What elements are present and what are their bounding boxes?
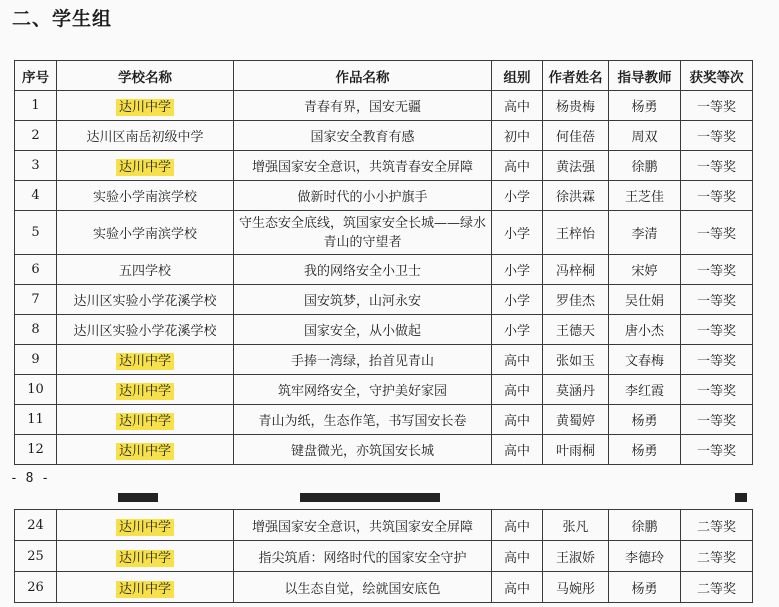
- table-row: [15, 315, 753, 345]
- cell-no: 25: [15, 541, 57, 572]
- cell-work: 国安筑梦，山河永安: [234, 285, 492, 315]
- cell-award: 一等奖: [681, 121, 753, 151]
- cell-school: 实验小学南滨学校: [57, 181, 234, 211]
- cell-work: 青春有界，国安无疆: [234, 91, 492, 121]
- table-header-row: [15, 61, 753, 91]
- cell-author: 何佳蓓: [543, 121, 609, 151]
- highlighted-school: 达川中学: [116, 443, 174, 460]
- cell-teacher: 杨勇: [609, 435, 681, 465]
- cell-no: 6: [15, 255, 57, 285]
- table-row: [15, 181, 753, 211]
- cell-no: 11: [15, 405, 57, 435]
- cell-teacher: 李德玲: [609, 541, 681, 572]
- header-work: 作品名称: [234, 61, 492, 91]
- cell-no: 9: [15, 345, 57, 375]
- cell-award: 一等奖: [681, 211, 753, 255]
- cell-group: 高中: [492, 572, 543, 603]
- cell-group: 小学: [492, 285, 543, 315]
- cell-no: 12: [15, 435, 57, 465]
- table-row: [15, 375, 753, 405]
- cell-teacher: 文春梅: [609, 345, 681, 375]
- header-teacher: 指导教师: [609, 61, 681, 91]
- cell-award: 一等奖: [681, 345, 753, 375]
- cell-no: 7: [15, 285, 57, 315]
- highlighted-school: 达川中学: [116, 413, 174, 430]
- cell-no: 3: [15, 151, 57, 181]
- cell-school: [57, 572, 234, 603]
- table-row: [15, 285, 753, 315]
- cut-off-text-fragment: [300, 493, 440, 502]
- cell-work: 指尖筑盾：网络时代的国家安全守护: [234, 541, 492, 572]
- cell-work: 增强国家安全意识，共筑青春安全屏障: [234, 151, 492, 181]
- cell-teacher: 杨勇: [609, 91, 681, 121]
- cell-school: [57, 91, 234, 121]
- cell-work: 我的网络安全小卫士: [234, 255, 492, 285]
- cell-group: 初中: [492, 121, 543, 151]
- cell-award: 二等奖: [681, 541, 753, 572]
- cell-author: 马婉彤: [543, 572, 609, 603]
- cell-work: 增强国家安全意识，共筑国家安全屏障: [234, 510, 492, 541]
- cell-award: 一等奖: [681, 405, 753, 435]
- highlighted-school: 达川中学: [116, 581, 174, 598]
- cell-author: 黄法强: [543, 151, 609, 181]
- table-row: [15, 435, 753, 465]
- cell-group: 高中: [492, 541, 543, 572]
- cell-award: 二等奖: [681, 572, 753, 603]
- cell-award: 一等奖: [681, 255, 753, 285]
- page-number: - 8 -: [10, 471, 50, 486]
- cell-no: 5: [15, 211, 57, 255]
- cell-work: 以生态自觉，绘就国安底色: [234, 572, 492, 603]
- header-school: 学校名称: [57, 61, 234, 91]
- table-row: [15, 211, 753, 255]
- cell-school: 达川区实验小学花溪学校: [57, 315, 234, 345]
- table-row: [15, 151, 753, 181]
- cell-work: 国家安全教育有感: [234, 121, 492, 151]
- cell-school: [57, 405, 234, 435]
- cell-author: 王德天: [543, 315, 609, 345]
- highlighted-school: 达川中学: [116, 159, 174, 176]
- cell-group: 高中: [492, 91, 543, 121]
- cell-no: 8: [15, 315, 57, 345]
- cell-award: 一等奖: [681, 151, 753, 181]
- cell-school: [57, 345, 234, 375]
- cell-teacher: 李红霞: [609, 375, 681, 405]
- award-table-page2: [14, 509, 753, 603]
- cell-no: 24: [15, 510, 57, 541]
- cell-school: 实验小学南滨学校: [57, 211, 234, 255]
- cell-group: 高中: [492, 435, 543, 465]
- cell-author: 叶雨桐: [543, 435, 609, 465]
- cell-teacher: 杨勇: [609, 405, 681, 435]
- cell-school: [57, 510, 234, 541]
- highlighted-school: 达川中学: [116, 383, 174, 400]
- cell-teacher: 周双: [609, 121, 681, 151]
- cell-group: 高中: [492, 510, 543, 541]
- cut-off-text-fragment: [118, 493, 158, 502]
- cell-group: 高中: [492, 345, 543, 375]
- award-table-page1: [14, 60, 753, 465]
- cell-school: [57, 435, 234, 465]
- table-row: [15, 405, 753, 435]
- cell-group: 小学: [492, 315, 543, 345]
- cell-work: 键盘微光，亦筑国安长城: [234, 435, 492, 465]
- header-author: 作者姓名: [543, 61, 609, 91]
- cell-no: 2: [15, 121, 57, 151]
- cell-author: 黄蜀婷: [543, 405, 609, 435]
- cell-teacher: 唐小杰: [609, 315, 681, 345]
- cell-work: 青山为纸，生态作笔，书写国安长卷: [234, 405, 492, 435]
- cell-award: 一等奖: [681, 91, 753, 121]
- cell-school: [57, 151, 234, 181]
- cell-group: 小学: [492, 255, 543, 285]
- highlighted-school: 达川中学: [116, 519, 174, 536]
- cell-school: 达川区实验小学花溪学校: [57, 285, 234, 315]
- cell-school: 五四学校: [57, 255, 234, 285]
- cell-teacher: 宋婷: [609, 255, 681, 285]
- cut-off-text-fragment: [735, 493, 747, 502]
- cell-school: 达川区南岳初级中学: [57, 121, 234, 151]
- cell-award: 一等奖: [681, 285, 753, 315]
- cell-teacher: 吴仕娟: [609, 285, 681, 315]
- cell-work: 做新时代的小小护旗手: [234, 181, 492, 211]
- highlighted-school: 达川中学: [116, 353, 174, 370]
- cell-teacher: 杨勇: [609, 572, 681, 603]
- cell-author: 杨贵梅: [543, 91, 609, 121]
- cell-group: 小学: [492, 211, 543, 255]
- cell-award: 二等奖: [681, 510, 753, 541]
- cell-group: 高中: [492, 375, 543, 405]
- table-row: [15, 345, 753, 375]
- cell-no: 1: [15, 91, 57, 121]
- cell-award: 一等奖: [681, 435, 753, 465]
- cell-teacher: 徐鹏: [609, 510, 681, 541]
- cell-author: 罗佳杰: [543, 285, 609, 315]
- cell-no: 26: [15, 572, 57, 603]
- cell-award: 一等奖: [681, 315, 753, 345]
- table-row: [15, 91, 753, 121]
- highlighted-school: 达川中学: [116, 550, 174, 567]
- cell-school: [57, 375, 234, 405]
- cell-author: 莫涵丹: [543, 375, 609, 405]
- highlighted-school: 达川中学: [116, 99, 174, 116]
- cell-work: 守生态安全底线，筑国家安全长城——绿水青山的守望者: [234, 211, 492, 255]
- cell-award: 一等奖: [681, 181, 753, 211]
- table-row: [15, 510, 753, 541]
- cell-no: 4: [15, 181, 57, 211]
- table-row: [15, 572, 753, 603]
- cell-no: 10: [15, 375, 57, 405]
- table-row: [15, 541, 753, 572]
- table-row: [15, 255, 753, 285]
- cell-work: 筑牢网络安全，守护美好家园: [234, 375, 492, 405]
- cell-group: 高中: [492, 405, 543, 435]
- table-row: [15, 121, 753, 151]
- section-title: 二、学生组: [12, 8, 113, 30]
- header-award: 获奖等次: [681, 61, 753, 91]
- cell-author: 王梓怡: [543, 211, 609, 255]
- cell-school: [57, 541, 234, 572]
- cell-author: 徐洪霖: [543, 181, 609, 211]
- cell-teacher: 王芝佳: [609, 181, 681, 211]
- cell-award: 一等奖: [681, 375, 753, 405]
- cell-author: 张如玉: [543, 345, 609, 375]
- cell-teacher: 李清: [609, 211, 681, 255]
- cell-group: 高中: [492, 151, 543, 181]
- cell-teacher: 徐鹏: [609, 151, 681, 181]
- header-group: 组别: [492, 61, 543, 91]
- header-no: 序号: [15, 61, 57, 91]
- cell-work: 手捧一湾绿，抬首见青山: [234, 345, 492, 375]
- cell-group: 小学: [492, 181, 543, 211]
- cell-work: 国家安全，从小做起: [234, 315, 492, 345]
- cell-author: 张凡: [543, 510, 609, 541]
- cell-author: 冯梓桐: [543, 255, 609, 285]
- cell-author: 王淑娇: [543, 541, 609, 572]
